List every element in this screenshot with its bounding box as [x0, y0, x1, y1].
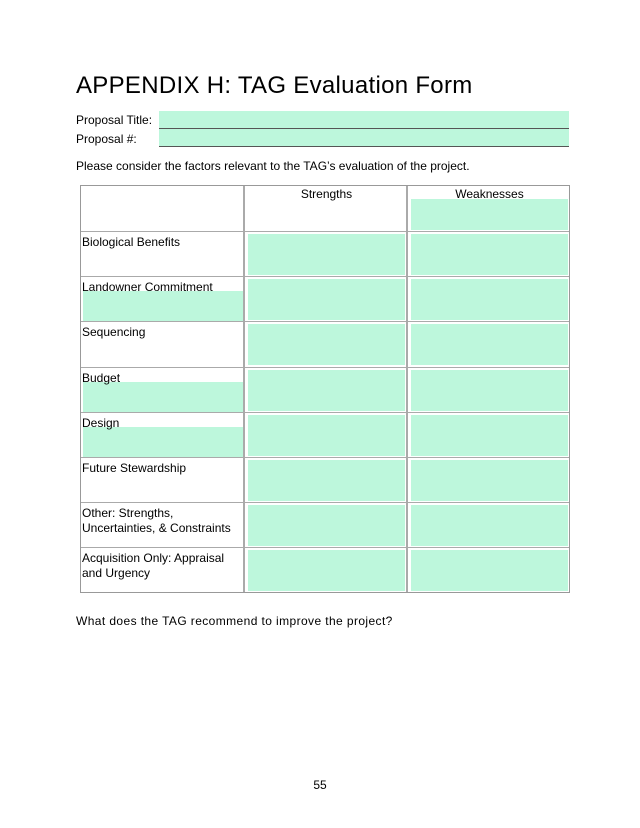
- proposal-title-field[interactable]: [159, 111, 569, 129]
- weaknesses-cell: [409, 458, 570, 503]
- weaknesses-field[interactable]: [411, 460, 568, 501]
- strengths-field[interactable]: [248, 234, 405, 275]
- criterion-cell: [81, 413, 244, 458]
- criterion-field[interactable]: [83, 427, 243, 457]
- criterion-label: Biological Benefits: [82, 235, 181, 249]
- column-divider: [243, 186, 245, 592]
- page-title: APPENDIX H: TAG Evaluation Form: [76, 72, 473, 99]
- table-row: [81, 276, 569, 322]
- weaknesses-field[interactable]: [411, 550, 568, 591]
- table-row: [81, 367, 569, 413]
- recommendation-question: What does the TAG recommend to improve the project?: [76, 614, 393, 628]
- proposal-number-field[interactable]: [159, 129, 569, 147]
- table-row: [81, 502, 569, 548]
- weaknesses-field[interactable]: [411, 234, 568, 275]
- criterion-label: Future Stewardship: [82, 461, 187, 475]
- criterion-field[interactable]: [83, 291, 243, 321]
- table-row: [81, 547, 569, 593]
- strengths-cell: [246, 277, 407, 322]
- weaknesses-cell: [409, 232, 570, 277]
- weaknesses-cell: [409, 413, 570, 458]
- criterion-cell: [81, 232, 244, 277]
- proposal-number-label: Proposal #:: [76, 132, 137, 146]
- header-cell-blank: [81, 186, 244, 231]
- header-strengths: [246, 186, 407, 231]
- table-row: [81, 231, 569, 277]
- strengths-cell: [246, 458, 407, 503]
- weaknesses-cell: [409, 503, 570, 548]
- header-weaknesses: [409, 186, 570, 231]
- criterion-cell: [81, 548, 244, 593]
- weaknesses-header-field[interactable]: [411, 199, 568, 230]
- criterion-label: Other: Strengths, Uncertainties, & Constraints: [82, 506, 231, 536]
- evaluation-table: [80, 185, 570, 593]
- criterion-label: Landowner Commitment: [82, 280, 213, 295]
- strengths-field[interactable]: [248, 550, 405, 591]
- criterion-label: Sequencing: [82, 325, 146, 340]
- criterion-cell: [81, 368, 244, 413]
- strengths-field[interactable]: [248, 505, 405, 546]
- strengths-cell: [246, 322, 407, 367]
- weaknesses-field[interactable]: [411, 279, 568, 320]
- strengths-cell: [246, 503, 407, 548]
- criterion-cell: [81, 277, 244, 322]
- column-divider: [406, 186, 408, 592]
- criterion-field[interactable]: [83, 382, 243, 412]
- strengths-cell: [246, 232, 407, 277]
- strengths-field[interactable]: [248, 324, 405, 365]
- table-row: [81, 321, 569, 367]
- weaknesses-field[interactable]: [411, 415, 568, 456]
- criterion-cell: [81, 322, 244, 367]
- page-number: 55: [313, 778, 327, 792]
- criterion-label: Design: [82, 415, 120, 430]
- weaknesses-field[interactable]: [411, 324, 568, 365]
- proposal-title-label: Proposal Title:: [76, 113, 153, 127]
- header-weaknesses-label: Weaknesses: [455, 187, 524, 201]
- strengths-cell: [246, 368, 407, 413]
- strengths-cell: [246, 548, 407, 593]
- table-row: [81, 412, 569, 458]
- table-row: [81, 457, 569, 503]
- header-strengths-label: Strengths: [300, 187, 353, 201]
- criterion-label: Acquisition Only: Appraisal and Urgency: [82, 551, 225, 581]
- criterion-cell: [81, 458, 244, 503]
- strengths-field[interactable]: [248, 279, 405, 320]
- weaknesses-cell: [409, 277, 570, 322]
- weaknesses-cell: [409, 368, 570, 413]
- weaknesses-field[interactable]: [411, 370, 568, 411]
- strengths-field[interactable]: [248, 370, 405, 411]
- instruction-text: Please consider the factors relevant to the TAG’s evaluation of the project.: [76, 159, 470, 173]
- weaknesses-cell: [409, 548, 570, 593]
- criterion-cell: [81, 503, 244, 548]
- weaknesses-cell: [409, 322, 570, 367]
- strengths-field[interactable]: [248, 460, 405, 501]
- weaknesses-field[interactable]: [411, 505, 568, 546]
- strengths-cell: [246, 413, 407, 458]
- criterion-label: Budget: [82, 370, 121, 385]
- strengths-field[interactable]: [248, 415, 405, 456]
